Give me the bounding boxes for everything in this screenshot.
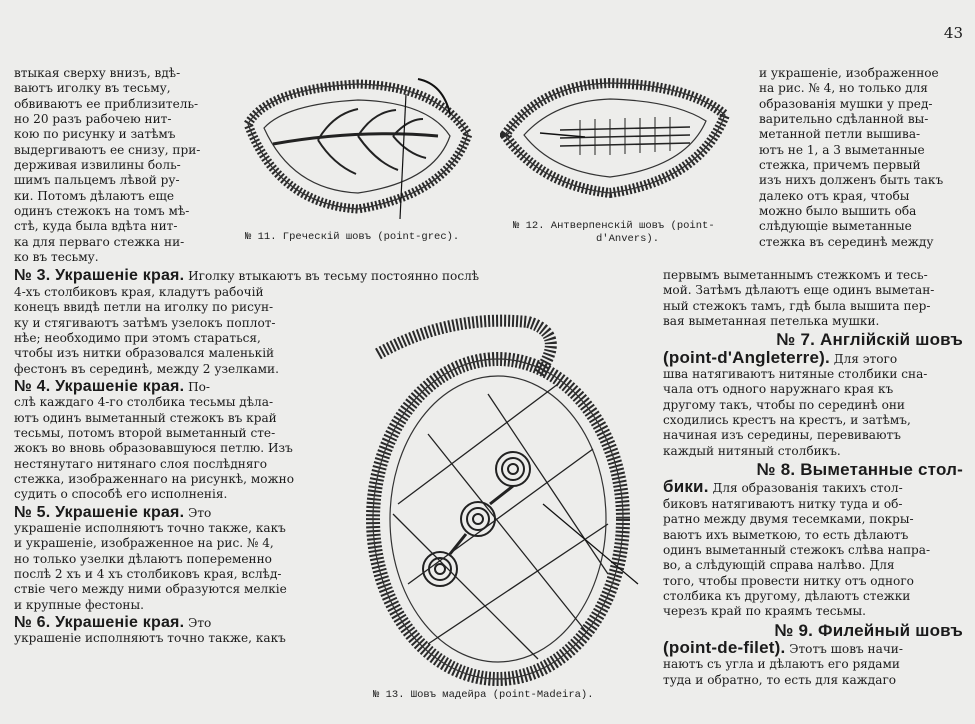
text-line: одинъ выметанный стежокъ слѣва напра-	[663, 542, 931, 557]
section-6	[14, 615, 329, 631]
section-6-heading: № 6. Украшеніе края.	[14, 614, 185, 632]
text-line: сходились крестъ на крестъ, и затѣмъ,	[663, 413, 911, 428]
section-9-subheading: (point-de-filet).	[663, 637, 786, 657]
text-line: метанной петли вышива-	[759, 127, 921, 142]
figure-11-caption: № 11. Греческій шовъ (point-grec).	[245, 231, 460, 243]
text-line: мой. Затѣмъ дѣлаютъ еще одинъ выметан-	[663, 283, 935, 298]
text-line: шимъ пальцемъ лѣвой ру-	[14, 173, 180, 188]
text-line: нестянутаго нитянаго слоя послѣдняго	[14, 456, 268, 471]
text-line: можно было вышить оба	[759, 204, 917, 219]
text-line: жокъ во вновь образовавшуюся петлю. Изъ	[14, 441, 293, 456]
section-7-heading: № 7. Англійскій шовъ	[776, 330, 963, 350]
text-line: стежка, причемъ первый	[759, 158, 921, 173]
text-line: ютъ не 1, а 3 выметанные	[759, 142, 925, 157]
text-line: нѣе; необходимо при этомъ стараться,	[14, 330, 261, 345]
text-line: чтобы изъ нитки образовался маленькій	[14, 346, 275, 361]
text-line: Для образованія такихъ стол-	[708, 481, 903, 496]
text-line: Этотъ шовъ начи-	[785, 641, 903, 656]
section-9-subheading-line	[663, 637, 963, 657]
text-line: туда и обратно, то есть для каждаго	[663, 672, 897, 687]
text-line: Для этого	[829, 351, 898, 366]
section-3-heading: № 3. Украшеніе края.	[14, 267, 185, 285]
text-line: тесьмы, потомъ второй выметанный сте-	[14, 425, 276, 440]
text-line: конецъ ввидѣ петли на иголку по рисун-	[14, 300, 274, 315]
text-line: черезъ край по краямъ тесьмы.	[663, 604, 866, 619]
text-line: ратно между двумя тесемками, покры-	[663, 512, 914, 527]
text-line: начиная изъ середины, перевиваютъ	[663, 428, 901, 443]
text-line: Иголку втыкаютъ въ тесьму постоянно послѣ	[184, 269, 480, 284]
section-9-heading: № 9. Филейный шовъ	[774, 620, 963, 640]
figure-13-caption: № 13. Шовъ мадейра (point-Madeira).	[373, 689, 594, 701]
text-line: но 20 разъ рабочею нит-	[14, 112, 172, 127]
text-line: на рис. № 4, но только для	[759, 81, 928, 96]
text-line: ваютъ иголку въ тесьму,	[14, 81, 171, 96]
text-line: По-	[184, 379, 211, 394]
figure-11-greek-stitch-illustration	[238, 74, 478, 234]
text-line: послѣ 2 хъ и 4 хъ столбиковъ края, вслѣд-	[14, 567, 282, 581]
text-line: ютъ одинъ выметанный стежокъ въ край	[14, 410, 277, 425]
text-line: чала отъ одного наружнаго края къ	[663, 382, 894, 397]
text-line: держивая извилины боль-	[14, 158, 181, 173]
section-7-subheading-line	[663, 347, 963, 367]
section-5-heading: № 5. Украшеніе края.	[14, 503, 185, 521]
section-8-subheading: бики.	[663, 477, 709, 497]
text-line: каждый нитяный столбикъ.	[663, 443, 841, 458]
right-top-column	[759, 66, 964, 250]
text-line: судить о способѣ его исполненія.	[14, 487, 228, 502]
text-line: но только узелки дѣлаютъ попеременно	[14, 551, 272, 566]
text-line: слѣдующіе выметанные	[759, 219, 912, 234]
figure-12-caption-line-1: № 12. Антверпенскій шовъ (point-	[513, 220, 715, 232]
text-line: слѣ каждаго 4-го столбика тесьмы дѣла-	[14, 395, 274, 410]
text-line: и украшеніе, изображенное	[759, 66, 939, 80]
figure-12-caption-line-2: d'Anvers).	[596, 233, 660, 245]
text-line: и украшеніе, изображенное на рис. № 4,	[14, 536, 274, 551]
text-line: Это	[184, 505, 212, 520]
section-8-subheading-line	[663, 479, 963, 496]
right-lower-column	[663, 268, 963, 688]
text-line: кою по рисунку и затѣмъ	[14, 127, 176, 142]
text-line: выдергиваютъ ее снизу, при-	[14, 142, 201, 157]
text-line: ваютъ ихъ выметкою, то есть дѣлаютъ	[663, 527, 909, 542]
section-3	[14, 267, 480, 285]
section-4-heading: № 4. Украшеніе края.	[14, 377, 185, 395]
text-line: того, чтобы провести нитку отъ одного	[663, 573, 914, 588]
section-5	[14, 505, 329, 521]
text-line: обвиваютъ ее приблизитель-	[14, 96, 199, 111]
text-line: и крупные фестоны.	[14, 597, 144, 612]
text-line: первымъ выметаннымъ стежкомъ и тесь-	[663, 268, 928, 282]
text-line: втыкая сверху внизъ, вдѣ-	[14, 66, 181, 80]
section-4	[14, 379, 329, 395]
figure-12-antwerp-stitch-illustration	[500, 75, 730, 205]
text-line: ко въ тесьму.	[14, 250, 99, 265]
text-line: шва натягиваютъ нитяные столбики сна-	[663, 367, 928, 382]
text-line: столбика къ другому, дѣлаютъ стежки	[663, 588, 911, 603]
text-line: ку и стягиваютъ затѣмъ узелокъ поплот-	[14, 315, 276, 330]
text-line: далеко отъ края, чтобы	[759, 188, 910, 203]
text-line: биковъ натягиваютъ нитку туда и об-	[663, 496, 903, 511]
text-line: фестонъ въ серединѣ, между 2 узелками.	[14, 361, 279, 376]
text-line: 4-хъ столбиковъ края, кладутъ рабочій	[14, 284, 264, 299]
text-line: другому такъ, чтобы по серединѣ они	[663, 397, 905, 412]
text-line: ка для перваго стежка ни-	[14, 234, 185, 249]
text-line: изъ нихъ долженъ быть такъ	[759, 173, 944, 188]
text-line: ствіе чего между ними образуются мелкіе	[14, 582, 287, 597]
text-line: украшеніе исполняютъ точно также, какъ	[14, 520, 286, 535]
figure-13-madeira-stitch-illustration	[338, 314, 658, 689]
text-line: одинъ стежокъ на томъ мѣ-	[14, 204, 190, 219]
text-line: варительно сдѣланной вы-	[759, 112, 929, 127]
section-8-heading: № 8. Выметанные стол-	[756, 460, 963, 480]
page-number: 43	[943, 24, 963, 42]
text-line: украшеніе исполняютъ точно также, какъ	[14, 631, 286, 646]
text-line: во, а слѣдующій справа налѣво. Для	[663, 558, 895, 573]
text-line: стежка въ серединѣ между	[759, 234, 934, 249]
text-line: стѣ, куда была вдѣта нит-	[14, 219, 178, 234]
text-line: стежка, изображеннаго на рисункѣ, можно	[14, 471, 295, 486]
text-line: образованія мушки у пред-	[759, 96, 933, 111]
text-line: вая выметанная петелька мушки.	[663, 314, 880, 329]
text-line: ки. Потомъ дѣлаютъ еще	[14, 188, 175, 203]
text-line: Это	[184, 616, 212, 631]
text-line: наютъ съ угла и дѣлаютъ его рядами	[663, 657, 900, 672]
section-7-subheading: (point-d'Angleterre).	[663, 347, 830, 367]
text-line: ный стежокъ тамъ, гдѣ была вышита пер-	[663, 298, 931, 313]
